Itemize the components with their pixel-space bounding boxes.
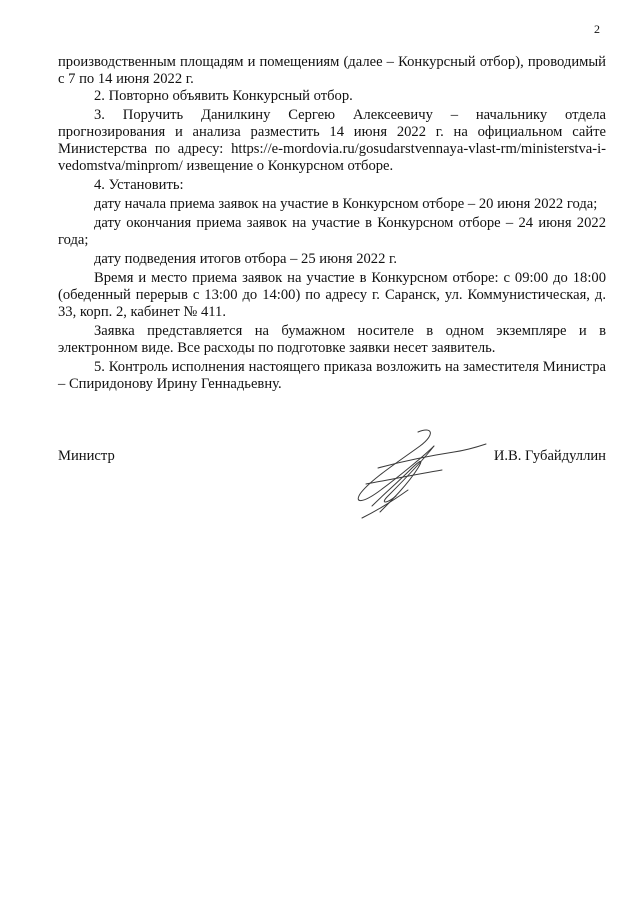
paragraph-end-date: дату окончания приема заявок на участие в Конкурсном отборе – 24 июня 2022 года; [58, 215, 606, 248]
paragraph-item-2: 2. Повторно объявить Конкурсный отбор. [94, 88, 353, 104]
paragraph-item-3: 3. Поручить Данилкину Сергею Алексеевичу – начальнику отдела прогнозирования и анализа разместить 14 июня 2022 г. на официальном сайте Министерства по адресу: https://e-mordovia.ru/gosudarstvennaya-vlast-rm/ministerstva-i-vedomstva/minprom/ извещение о Конкурсном отборе. [58, 107, 606, 174]
paragraph-continuation: производственным площадям и помещениям (далее – Конкурсный отбор), проводимый с 7 по 14 июня 2022 г. [58, 54, 606, 87]
paragraph-start-date: дату начала приема заявок на участие в Конкурсном отборе – 20 июня 2022 года; [94, 196, 598, 212]
page-number: 2 [594, 22, 600, 36]
handwritten-signature-icon [308, 424, 488, 524]
paragraph-item-4: 4. Установить: [94, 177, 184, 193]
signature-block [58, 448, 606, 528]
signatory-title: Министр [58, 448, 115, 464]
paragraph-application-format: Заявка представляется на бумажном носителе в одном экземпляре и в электронном виде. Все расходы по подготовке заявки несет заявитель. [58, 323, 606, 356]
paragraph-item-5: 5. Контроль исполнения настоящего приказа возложить на заместителя Министра – Спиридонову Ирину Геннадьевну. [58, 359, 606, 392]
paragraph-time-place: Время и место приема заявок на участие в Конкурсном отборе: с 09:00 до 18:00 (обеденный перерыв с 13:00 до 14:00) по адресу г. Саранск, ул. Коммунистическая, д. 33, корп. 2, кабинет № 411. [58, 270, 606, 320]
document-body [58, 54, 606, 395]
paragraph-results-date: дату подведения итогов отбора – 25 июня 2022 г. [94, 251, 398, 267]
signatory-name: И.В. Губайдуллин [493, 448, 606, 464]
